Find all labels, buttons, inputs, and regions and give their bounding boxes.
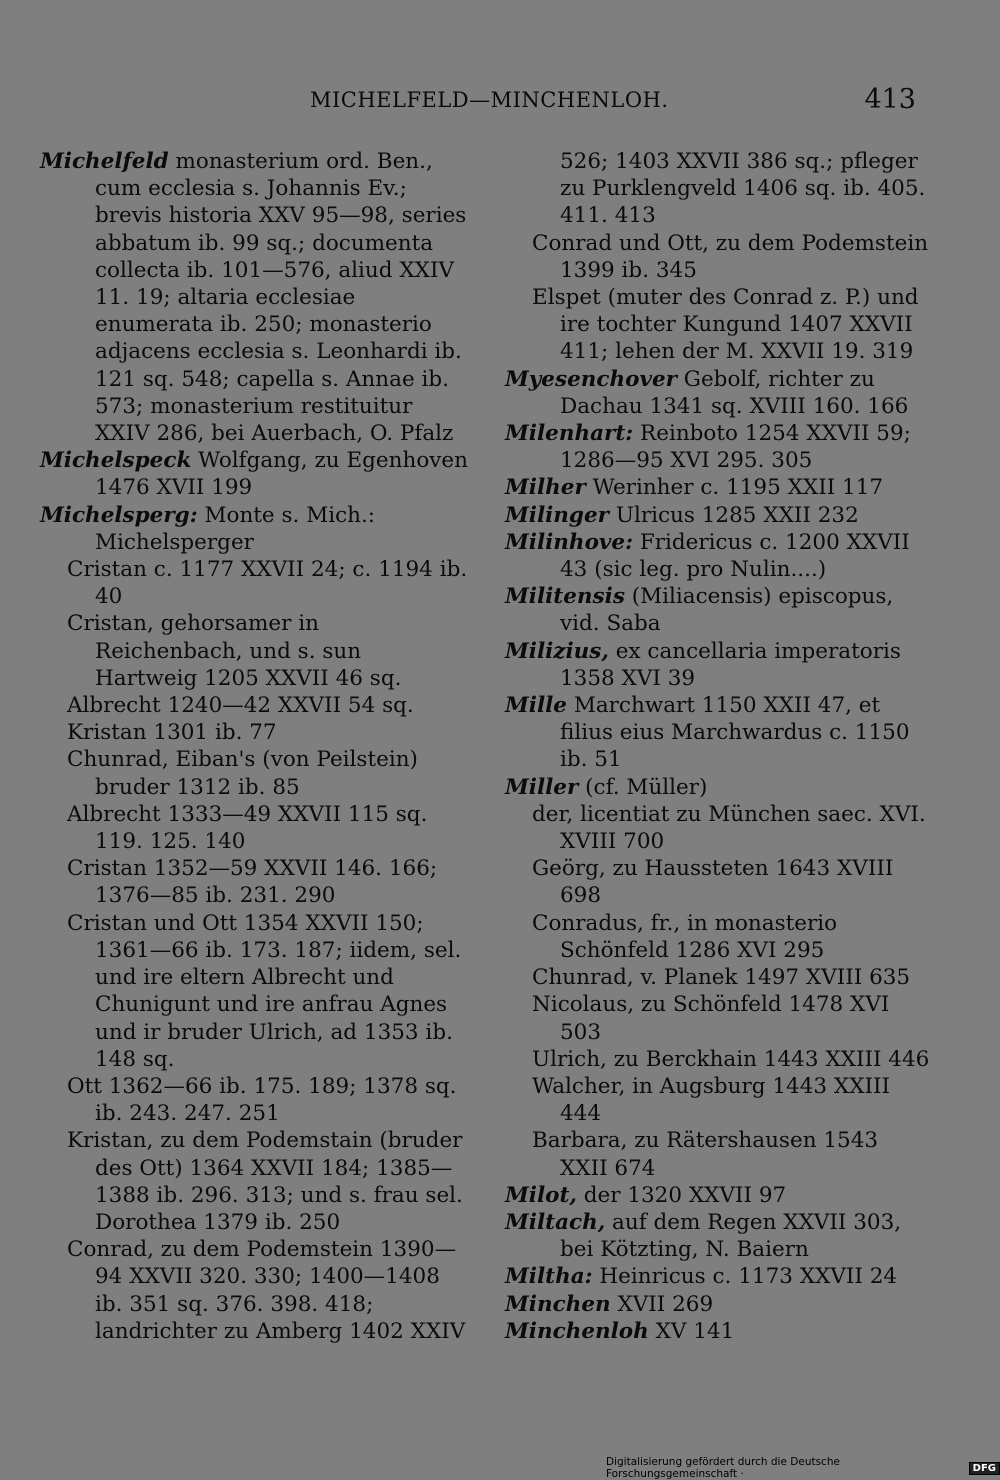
entry-text: Cristan 1352—59 XXVII 146. 166; 1376—85 ib. 231. 290	[67, 856, 438, 909]
entry-text: Conradus, fr., in monasterio Schönfeld 1286 XVI 295	[532, 910, 838, 963]
index-entry	[505, 583, 930, 637]
dfg-logo: DFG	[969, 1462, 1000, 1475]
entry-headword: Miltach,	[505, 1209, 606, 1235]
index-entry	[505, 420, 930, 474]
entry-text: Geörg, zu Haussteten 1643 XVIII 698	[532, 856, 894, 909]
entry-text: Conrad, zu dem Podemstein 1390—94 XXVII 320. 330; 1400—1408 ib. 351 sq. 376. 398. 418; landrichter zu Amberg 1402 XXIV	[67, 1237, 466, 1344]
entry-headword: Michelsperg:	[40, 502, 198, 528]
entry-text: Heinricus c. 1173 XXVII 24	[592, 1264, 898, 1290]
entry-text: Werinher c. 1195 XXII 117	[585, 475, 884, 501]
entry-text: XV 141	[648, 1318, 735, 1344]
entry-text: Reinboto 1254 XXVII 59; 1286—95 XVI 295. 305	[560, 421, 911, 474]
index-subentry	[40, 855, 470, 909]
index-entry	[505, 474, 930, 501]
index-entry	[505, 529, 930, 583]
index-subentry	[40, 719, 470, 746]
entry-headword: Milenhart:	[505, 421, 634, 447]
entry-headword: Minchen	[505, 1291, 611, 1317]
index-entry	[505, 1291, 930, 1318]
index-subentry	[505, 148, 930, 230]
entry-headword: Milot,	[505, 1182, 577, 1208]
index-subentry	[505, 1127, 930, 1181]
index-subentry	[505, 801, 930, 855]
index-subentry	[505, 230, 930, 284]
entry-text: der, licentiat zu München saec. XVI. XVIII 700	[532, 801, 926, 855]
entry-text: Chunrad, v. Planek 1497 XVIII 635	[532, 965, 911, 991]
index-subentry	[505, 964, 930, 991]
entry-text: Nicolaus, zu Schönfeld 1478 XVI 503	[532, 992, 890, 1045]
index-subentry	[505, 284, 930, 366]
right-column	[505, 148, 930, 1345]
index-entry	[505, 1209, 930, 1263]
entry-text: Wolfgang, zu Egenhoven 1476 XVII 199	[95, 448, 468, 501]
entry-text: Kristan, zu dem Podemstain (bruder des Ott) 1364 XXVII 184; 1385—1388 ib. 296. 313; und s. frau sel. Dorothea 1379 ib. 250	[67, 1128, 463, 1235]
index-subentry	[505, 991, 930, 1045]
index-subentry	[40, 1127, 470, 1236]
entry-text: Ott 1362—66 ib. 175. 189; 1378 sq. ib. 243. 247. 251	[67, 1073, 457, 1127]
entry-text: Walcher, in Augsburg 1443 XXIII 444	[532, 1073, 890, 1127]
entry-text: Monte s. Mich.: Michelsperger	[95, 502, 376, 555]
index-subentry	[505, 1073, 930, 1127]
entry-headword: Miller	[505, 774, 579, 800]
entry-text: Gebolf, richter zu Dachau 1341 sq. XVIII 160. 166	[560, 366, 909, 419]
entry-text: Conrad und Ott, zu dem Podemstein 1399 ib. 345	[532, 230, 929, 283]
entry-text: auf dem Regen XXVII 303, bei Kötzting, N. Baiern	[560, 1209, 902, 1263]
entry-text: der 1320 XXVII 97	[576, 1182, 787, 1208]
entry-headword: Michelfeld	[40, 149, 169, 174]
index-entry	[40, 447, 470, 501]
entry-headword: Miltha:	[505, 1264, 593, 1290]
index-entry	[505, 1318, 930, 1345]
entry-text: (cf. Müller)	[578, 774, 708, 800]
entry-text: (Miliacensis) episcopus, vid. Saba	[560, 584, 894, 637]
entry-text: 526; 1403 XXVII 386 sq.; pfleger zu Purklengveld 1406 sq. ib. 405. 411. 413	[560, 149, 926, 229]
index-subentry	[40, 910, 470, 1073]
entry-headword: Milher	[505, 475, 586, 501]
entry-text: Fridericus c. 1200 XXVII 43 (sic leg. pro Nulin....)	[560, 529, 910, 583]
entry-headword: Minchenloh	[505, 1318, 649, 1344]
entry-text: Cristan c. 1177 XXVII 24; c. 1194 ib. 40	[67, 557, 468, 610]
left-column	[40, 148, 470, 1345]
entry-text: Elspet (muter des Conrad z. P.) und ire tochter Kungund 1407 XXVII 411; lehen der M. XXVII 19. 319	[532, 285, 919, 365]
index-subentry	[505, 1046, 930, 1073]
index-entry	[505, 1263, 930, 1290]
entry-headword: Mille	[505, 693, 567, 719]
footer	[606, 1456, 1000, 1480]
index-subentry	[40, 610, 470, 692]
index-entry	[505, 692, 930, 774]
index-entry	[505, 502, 930, 529]
entry-text: Chunrad, Eiban's (von Peilstein) bruder 1312 ib. 85	[67, 747, 418, 800]
entry-text: Ulrich, zu Berckhain 1443 XXIII 446	[532, 1046, 930, 1072]
index-entry	[505, 366, 930, 420]
entry-headword: Militensis	[505, 584, 625, 610]
page-number: 413	[864, 84, 916, 115]
running-title: MICHELFELD—MINCHENLOH.	[310, 88, 669, 112]
entry-text: Albrecht 1240—42 XXVII 54 sq.	[67, 693, 414, 719]
entry-text: Cristan und Ott 1354 XXVII 150; 1361—66 ib. 173. 187; iidem, sel. und ire eltern Albrecht und Chunigunt und ire anfrau Agnes und ir bruder Ulrich, ad 1353 ib. 148 sq.	[67, 910, 462, 1072]
entry-text: monasterium ord. Ben., cum ecclesia s. Johannis Ev.; brevis historia XXV 95—98, series abbatum ib. 99 sq.; documenta collecta ib. 101—576, aliud XXIV 11. 19; altaria ecclesiae enumerata ib. 250; monasterio adjacens ecclesia s. Leonhardi ib. 121 sq. 548; capella s. Annae ib. 573; monasterium restituitur XXIV 286, bei Auerbach, O. Pfalz	[95, 149, 467, 447]
entry-headword: Milinhove:	[505, 529, 634, 555]
entry-text: Marchwart 1150 XXII 47, et filius eius Marchwardus c. 1150 ib. 51	[560, 693, 910, 773]
entry-headword: Milinger	[505, 502, 609, 528]
index-entry	[505, 638, 930, 692]
entry-headword: Myesenchover	[505, 366, 677, 392]
entry-text: Albrecht 1333—49 XXVII 115 sq. 119. 125. 140	[67, 801, 428, 855]
index-subentry	[40, 801, 470, 855]
entry-text: Ulricus 1285 XXII 232	[608, 502, 859, 528]
index-subentry	[40, 556, 470, 610]
index-entry	[40, 502, 470, 556]
entry-text: Barbara, zu Rätershausen 1543 XXII 674	[532, 1128, 879, 1181]
index-entry	[40, 148, 470, 447]
entry-text: Kristan 1301 ib. 77	[67, 720, 277, 746]
index-subentry	[505, 855, 930, 909]
index-subentry	[40, 1073, 470, 1127]
entry-text: XVII 269	[610, 1291, 714, 1317]
entry-text: ex cancellaria imperatoris 1358 XVI 39	[560, 638, 901, 691]
index-subentry	[40, 692, 470, 719]
index-subentry	[40, 1236, 470, 1345]
index-subentry	[505, 910, 930, 964]
index-entry	[505, 1182, 930, 1209]
funding-credit: Digitalisierung gefördert durch die Deutsche Forschungsgemeinschaft ·	[606, 1456, 840, 1480]
entry-text: Cristan, gehorsamer in Reichenbach, und s. sun Hartweig 1205 XXVII 46 sq.	[67, 611, 402, 691]
entry-headword: Michelspeck	[40, 448, 192, 474]
index-entry	[505, 774, 930, 801]
index-subentry	[40, 746, 470, 800]
entry-headword: Milizius,	[505, 638, 609, 664]
